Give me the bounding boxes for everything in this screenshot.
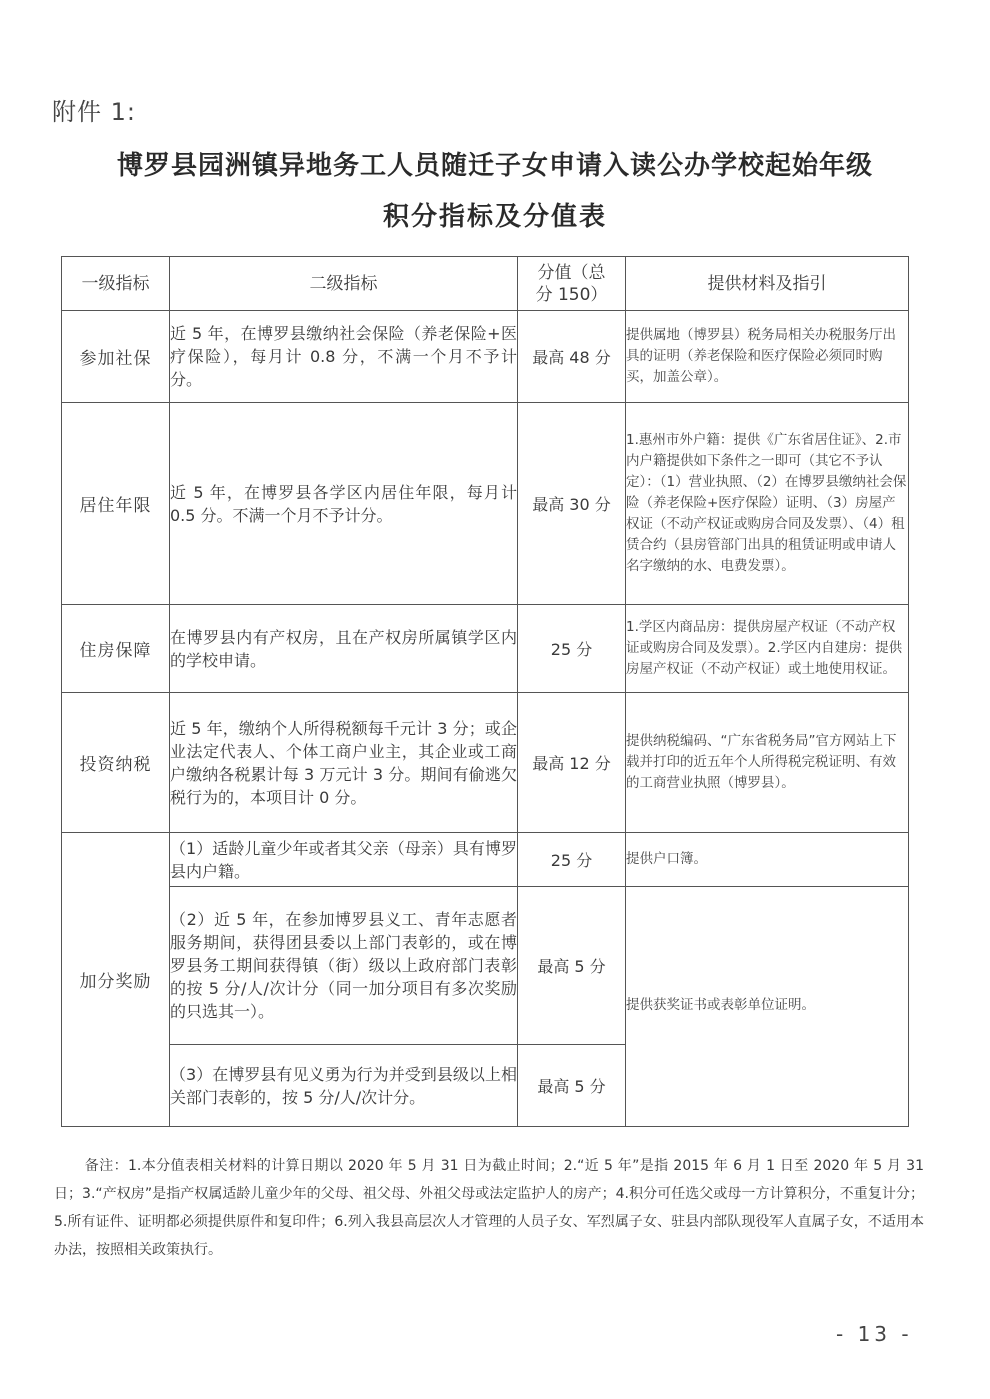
attachment-label: 附件 1: (52, 98, 136, 126)
row-level2: 近 5 年，缴纳个人所得税额每千元计 3 分；或企业法定代表人、个体工商户业主，其企业或工商户缴纳各税累计每 3 万元计 3 分。期间有偷逃欠税行为的，本项目计 0 分。 (170, 693, 518, 833)
row-score: 25 分 (518, 605, 626, 693)
row-level2: 近 5 年，在博罗县缴纳社会保险（养老保险+医疗保险），每月计 0.8 分，不满一个月不予计分。 (170, 311, 518, 403)
document-subtitle: 积分指标及分值表 (382, 202, 607, 232)
bonus-level1: 加分奖励 (62, 833, 170, 1127)
bonus-shared-materials: 提供获奖证书或表彰单位证明。 (626, 887, 909, 1127)
row-level2: 在博罗县内有产权房，且在产权房所属镇学区内的学校申请。 (170, 605, 518, 693)
row-level1: 投资纳税 (62, 693, 170, 833)
table-row (62, 833, 909, 887)
header-score: 分值（总分 150） (518, 257, 626, 311)
row-materials: 提供属地（博罗县）税务局相关办税服务厅出具的证明（养老保险和医疗保险必须同时购买，加盖公章）。 (626, 311, 909, 403)
table-header-row (62, 257, 909, 311)
footnote: 备注：1.本分值表相关材料的计算日期以 2020 年 5 月 31 日为截止时间；2.“近 5 年”是指 2015 年 6 月 1 日至 2020 年 5 月 31 日；3.“产权房”是指产权属适龄儿童少年的父母、祖父母、外祖父母或法定监护人的房产；4.积分可任选父或母一方计算积分，不重复计分；5.所有证件、证明都必须提供原件和复印件；6.列入我县高层次人才管理的人员子女、军烈属子女、驻县内部队现役军人直属子女，不适用本办法，按照相关政策执行。 (54, 1158, 924, 1258)
bonus-item-level2: （2）近 5 年，在参加博罗县义工、青年志愿者服务期间，获得团县委以上部门表彰的，或在博罗县务工期间获得镇（街）级以上政府部门表彰的按 5 分/人/次计分（同一加分项目有多次奖励的只选其一）。 (170, 887, 518, 1045)
score-table (61, 256, 909, 1127)
header-level1: 一级指标 (62, 257, 170, 311)
table-row (62, 311, 909, 403)
row-score: 最高 12 分 (518, 693, 626, 833)
bonus-item-score: 最高 5 分 (518, 1045, 626, 1127)
row-level2: 近 5 年，在博罗县各学区内居住年限，每月计 0.5 分。不满一个月不予计分。 (170, 403, 518, 605)
header-level2: 二级指标 (170, 257, 518, 311)
bonus-item-level2: （1）适龄儿童少年或者其父亲（母亲）具有博罗县内户籍。 (170, 833, 518, 887)
table-row (62, 605, 909, 693)
row-level1: 参加社保 (62, 311, 170, 403)
row-score: 最高 30 分 (518, 403, 626, 605)
bonus-item-score: 25 分 (518, 833, 626, 887)
row-level1: 居住年限 (62, 403, 170, 605)
row-score: 最高 48 分 (518, 311, 626, 403)
row-materials: 提供纳税编码、“广东省税务局”官方网站上下载并打印的近五年个人所得税完税证明、有效的工商营业执照（博罗县）。 (626, 693, 909, 833)
row-materials: 1.学区内商品房：提供房屋产权证（不动产权证或购房合同及发票）。2.学区内自建房：提供房屋产权证（不动产权证）或土地使用权证。 (626, 605, 909, 693)
header-materials: 提供材料及指引 (626, 257, 909, 311)
row-level1: 住房保障 (62, 605, 170, 693)
document-title: 博罗县园洲镇异地务工人员随迁子女申请入读公办学校起始年级 (116, 151, 873, 181)
table-row (62, 403, 909, 605)
table-row (62, 693, 909, 833)
bonus-item-materials: 提供户口簿。 (626, 833, 909, 887)
bonus-item-level2: （3）在博罗县有见义勇为行为并受到县级以上相关部门表彰的，按 5 分/人/次计分。 (170, 1045, 518, 1127)
bonus-item-score: 最高 5 分 (518, 887, 626, 1045)
page-number: - 13 - (836, 1322, 913, 1346)
table-row (62, 887, 909, 1045)
row-materials: 1.惠州市外户籍：提供《广东省居住证》、2.市内户籍提供如下条件之一即可（其它不予认定）：（1）营业执照、（2）在博罗县缴纳社会保险（养老保险+医疗保险）证明、（3）房屋产权证（不动产权证或购房合同及发票）、（4）租赁合约（县房管部门出具的租赁证明或申请人名字缴纳的水、电费发票）。 (626, 403, 909, 605)
